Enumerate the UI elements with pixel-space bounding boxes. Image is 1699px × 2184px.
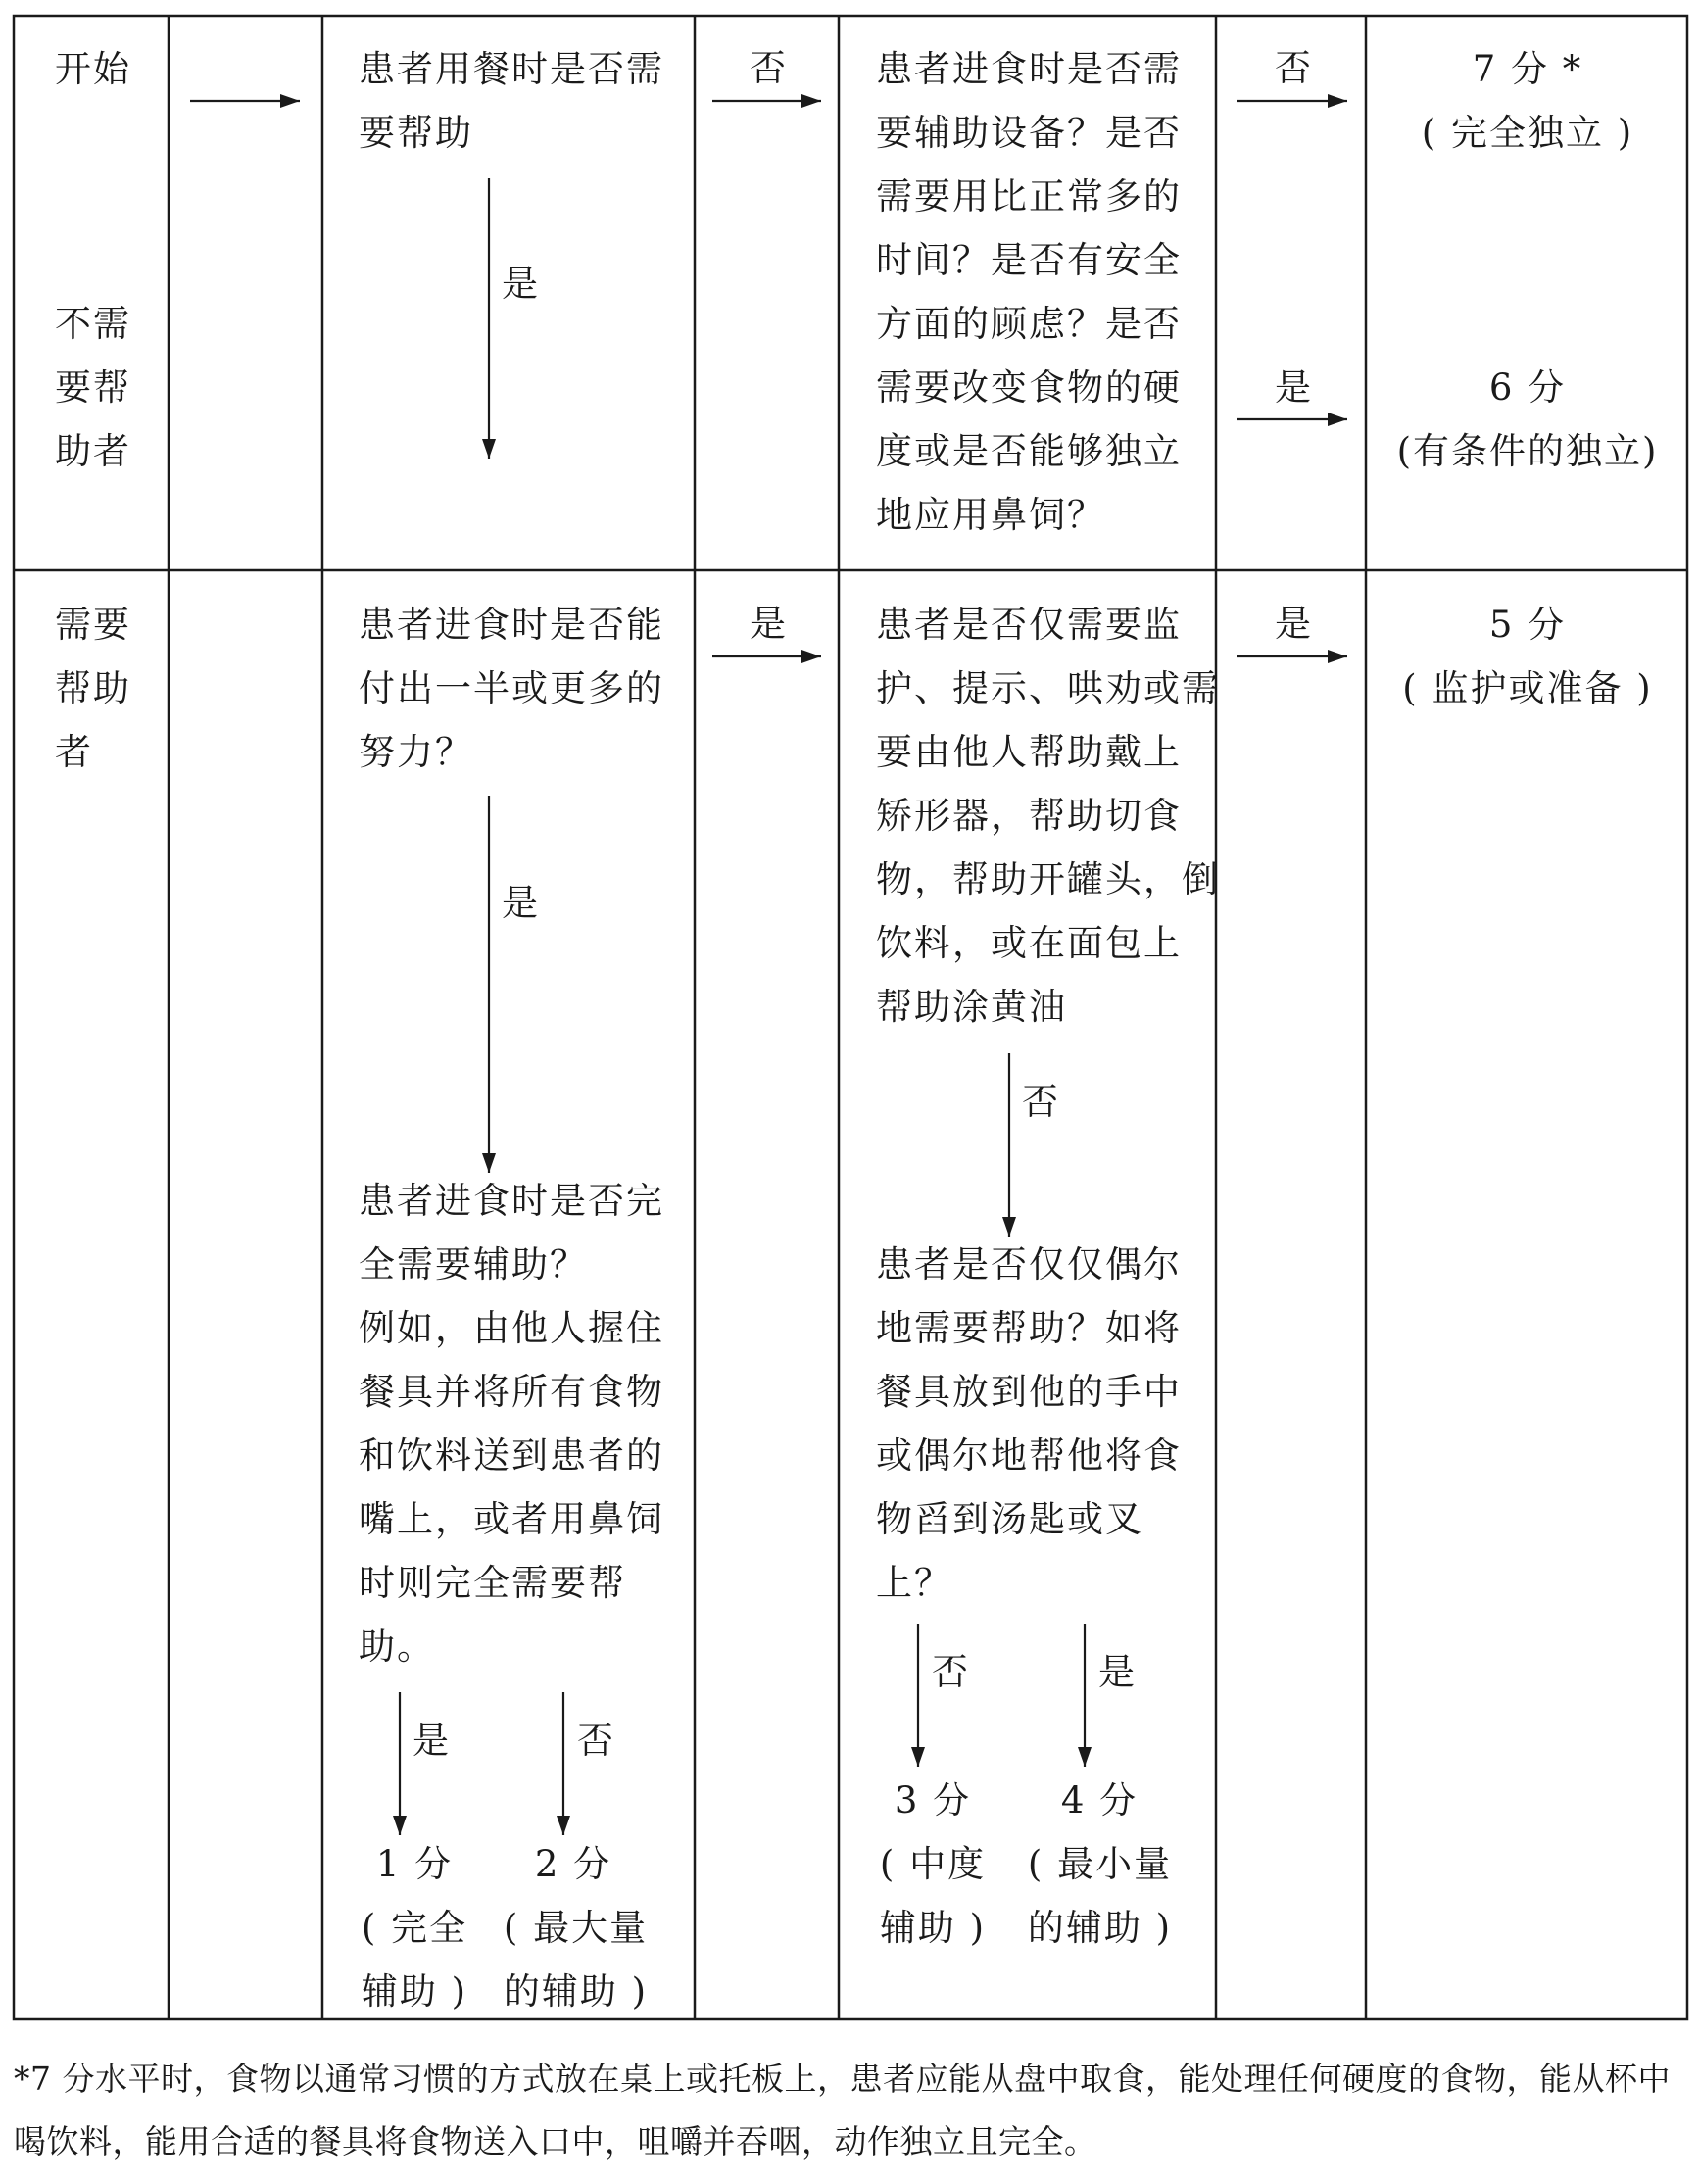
question-total-assist: 患者进食时是否完 全需要辅助？ 例如，由他人握住 餐具并将所有食物 和饮料送到患者的 嘴上，或者用鼻饲 时则完全需要帮 助。 [359,1180,664,1668]
label-q5-yes: 是 [1275,603,1311,645]
label-q2-no: 否 [1275,47,1311,89]
label-need-help: 需要 帮助 者 [55,604,131,773]
question-half-effort: 患者进食时是否能 付出一半或更多的 努力？ [359,604,664,773]
score-4: 4 分 [1060,1779,1139,1821]
score-4-description: ( 最小量 的辅助 ) [1027,1843,1173,1949]
label-q6-yes: 是 [1098,1651,1135,1693]
score-2-description: ( 最大量 的辅助 ) [503,1907,649,2013]
score-7: 7 分 * [1472,48,1583,90]
question-occasional-help: 患者是否仅仅偶尔 地需要帮助？如将 餐具放到他的手中 或偶尔地帮他将食 物舀到汤匙或叉 上？ [876,1243,1182,1604]
score-7-description: ( 完全独立 ) [1421,112,1634,154]
label-q3-yes-down: 是 [502,882,538,924]
score-5-description: ( 监护或准备 ) [1402,667,1653,709]
score-3-description: ( 中度 辅助 ) [879,1843,987,1949]
label-start: 开始 [55,48,131,90]
score-6-description: (有条件的独立) [1396,430,1659,472]
question-assistive-device: 患者进食时是否需 要辅助设备？是否 需要用比正常多的 时间？是否有安全 方面的顾虑？是否 需要改变食物的硬 度或是否能够独立 地应用鼻饲？ [876,48,1182,536]
score-1-description: ( 完全 辅助 ) [361,1907,468,2013]
label-no-help: 不需 要帮 助者 [55,303,131,472]
score-3: 3 分 [894,1779,972,1821]
question-supervision: 患者是否仅需要监 护、提示、哄劝或需 要由他人帮助戴上 矫形器，帮助切食 物，帮助开罐头，倒 饮料，或在面包上 帮助涂黄油 [876,604,1220,1028]
question-needs-help: 患者用餐时是否需 要帮助 [359,48,664,154]
label-q3-yes-right: 是 [750,603,786,645]
score-6: 6 分 [1488,366,1567,409]
label-q5-no: 否 [1022,1081,1058,1123]
score-2: 2 分 [534,1843,612,1885]
score-1: 1 分 [375,1843,454,1885]
table-grid [14,16,1687,2019]
label-q1-yes: 是 [502,263,538,305]
score-5: 5 分 [1488,604,1567,646]
label-q6-no: 否 [932,1651,968,1693]
label-q2-yes: 是 [1275,366,1311,409]
label-q4-yes: 是 [413,1720,449,1762]
label-q4-no: 否 [577,1720,613,1762]
footnote: *7 分水平时，食物以通常习惯的方式放在桌上或托板上，患者应能从盘中取食，能处理任何硬度的食物，能从杯中喝饮料，能用合适的餐具将食物送入口中，咀嚼并吞咽，动作独立且完全。 [14,2060,1671,2160]
label-q1-no: 否 [750,47,786,89]
